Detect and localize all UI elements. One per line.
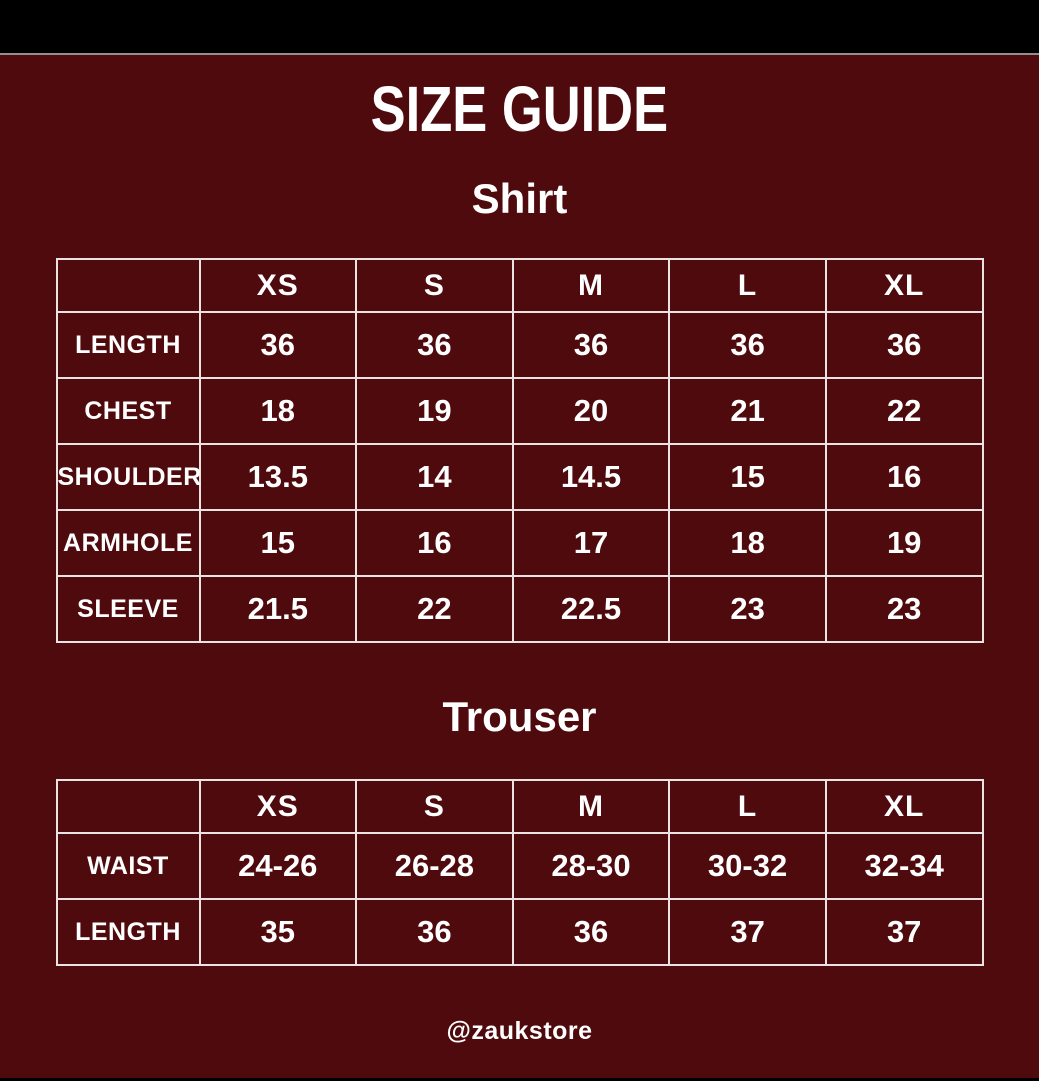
size-cell: 22.5 <box>513 576 670 642</box>
section-heading-shirt: Shirt <box>471 175 568 222</box>
size-cell: 28-30 <box>513 833 670 899</box>
size-cell: 36 <box>669 312 826 378</box>
column-header-m: M <box>513 780 670 833</box>
size-cell: 14.5 <box>513 444 670 510</box>
size-cell: 35 <box>200 899 357 965</box>
column-header-xl: XL <box>826 780 983 833</box>
size-cell: 19 <box>826 510 983 576</box>
row-label: ARMHOLE <box>57 510 200 576</box>
column-header-m: M <box>513 259 670 312</box>
column-header-xs: XS <box>200 259 357 312</box>
size-cell: 23 <box>826 576 983 642</box>
trouser-header-row <box>57 780 983 833</box>
column-header-l: L <box>669 259 826 312</box>
column-header-blank <box>57 780 200 833</box>
size-cell: 36 <box>356 312 513 378</box>
shirt-size-table <box>56 258 984 643</box>
size-cell: 14 <box>356 444 513 510</box>
row-label: CHEST <box>57 378 200 444</box>
size-cell: 36 <box>513 312 670 378</box>
size-cell: 37 <box>669 899 826 965</box>
row-label: WAIST <box>57 833 200 899</box>
size-cell: 15 <box>669 444 826 510</box>
size-cell: 21 <box>669 378 826 444</box>
table-row-armhole <box>57 510 983 576</box>
size-cell: 30-32 <box>669 833 826 899</box>
table-row-chest <box>57 378 983 444</box>
page-title: SIZE GUIDE <box>370 73 669 145</box>
size-cell: 36 <box>826 312 983 378</box>
trouser-size-table <box>56 779 984 966</box>
size-cell: 18 <box>200 378 357 444</box>
size-cell: 18 <box>669 510 826 576</box>
size-cell: 23 <box>669 576 826 642</box>
row-label: LENGTH <box>57 899 200 965</box>
size-cell: 19 <box>356 378 513 444</box>
size-cell: 17 <box>513 510 670 576</box>
table-row-waist <box>57 833 983 899</box>
column-header-s: S <box>356 780 513 833</box>
size-cell: 36 <box>200 312 357 378</box>
size-cell: 24-26 <box>200 833 357 899</box>
size-cell: 13.5 <box>200 444 357 510</box>
size-cell: 36 <box>513 899 670 965</box>
row-label: SLEEVE <box>57 576 200 642</box>
table-row-length <box>57 312 983 378</box>
size-cell: 22 <box>826 378 983 444</box>
row-label: LENGTH <box>57 312 200 378</box>
size-cell: 16 <box>356 510 513 576</box>
top-bar <box>0 0 1039 55</box>
column-header-xs: XS <box>200 780 357 833</box>
size-cell: 37 <box>826 899 983 965</box>
table-row-length <box>57 899 983 965</box>
size-cell: 21.5 <box>200 576 357 642</box>
row-label: SHOULDER <box>57 444 200 510</box>
size-cell: 32-34 <box>826 833 983 899</box>
section-heading-trouser: Trouser <box>442 693 597 740</box>
shirt-header-row <box>57 259 983 312</box>
table-row-shoulder <box>57 444 983 510</box>
column-header-blank <box>57 259 200 312</box>
size-cell: 20 <box>513 378 670 444</box>
column-header-xl: XL <box>826 259 983 312</box>
size-cell: 15 <box>200 510 357 576</box>
table-row-sleeve <box>57 576 983 642</box>
size-cell: 36 <box>356 899 513 965</box>
size-cell: 26-28 <box>356 833 513 899</box>
size-cell: 16 <box>826 444 983 510</box>
column-header-s: S <box>356 259 513 312</box>
store-handle: @zaukstore <box>446 1017 593 1045</box>
title-row <box>0 73 1039 145</box>
column-header-l: L <box>669 780 826 833</box>
size-cell: 22 <box>356 576 513 642</box>
